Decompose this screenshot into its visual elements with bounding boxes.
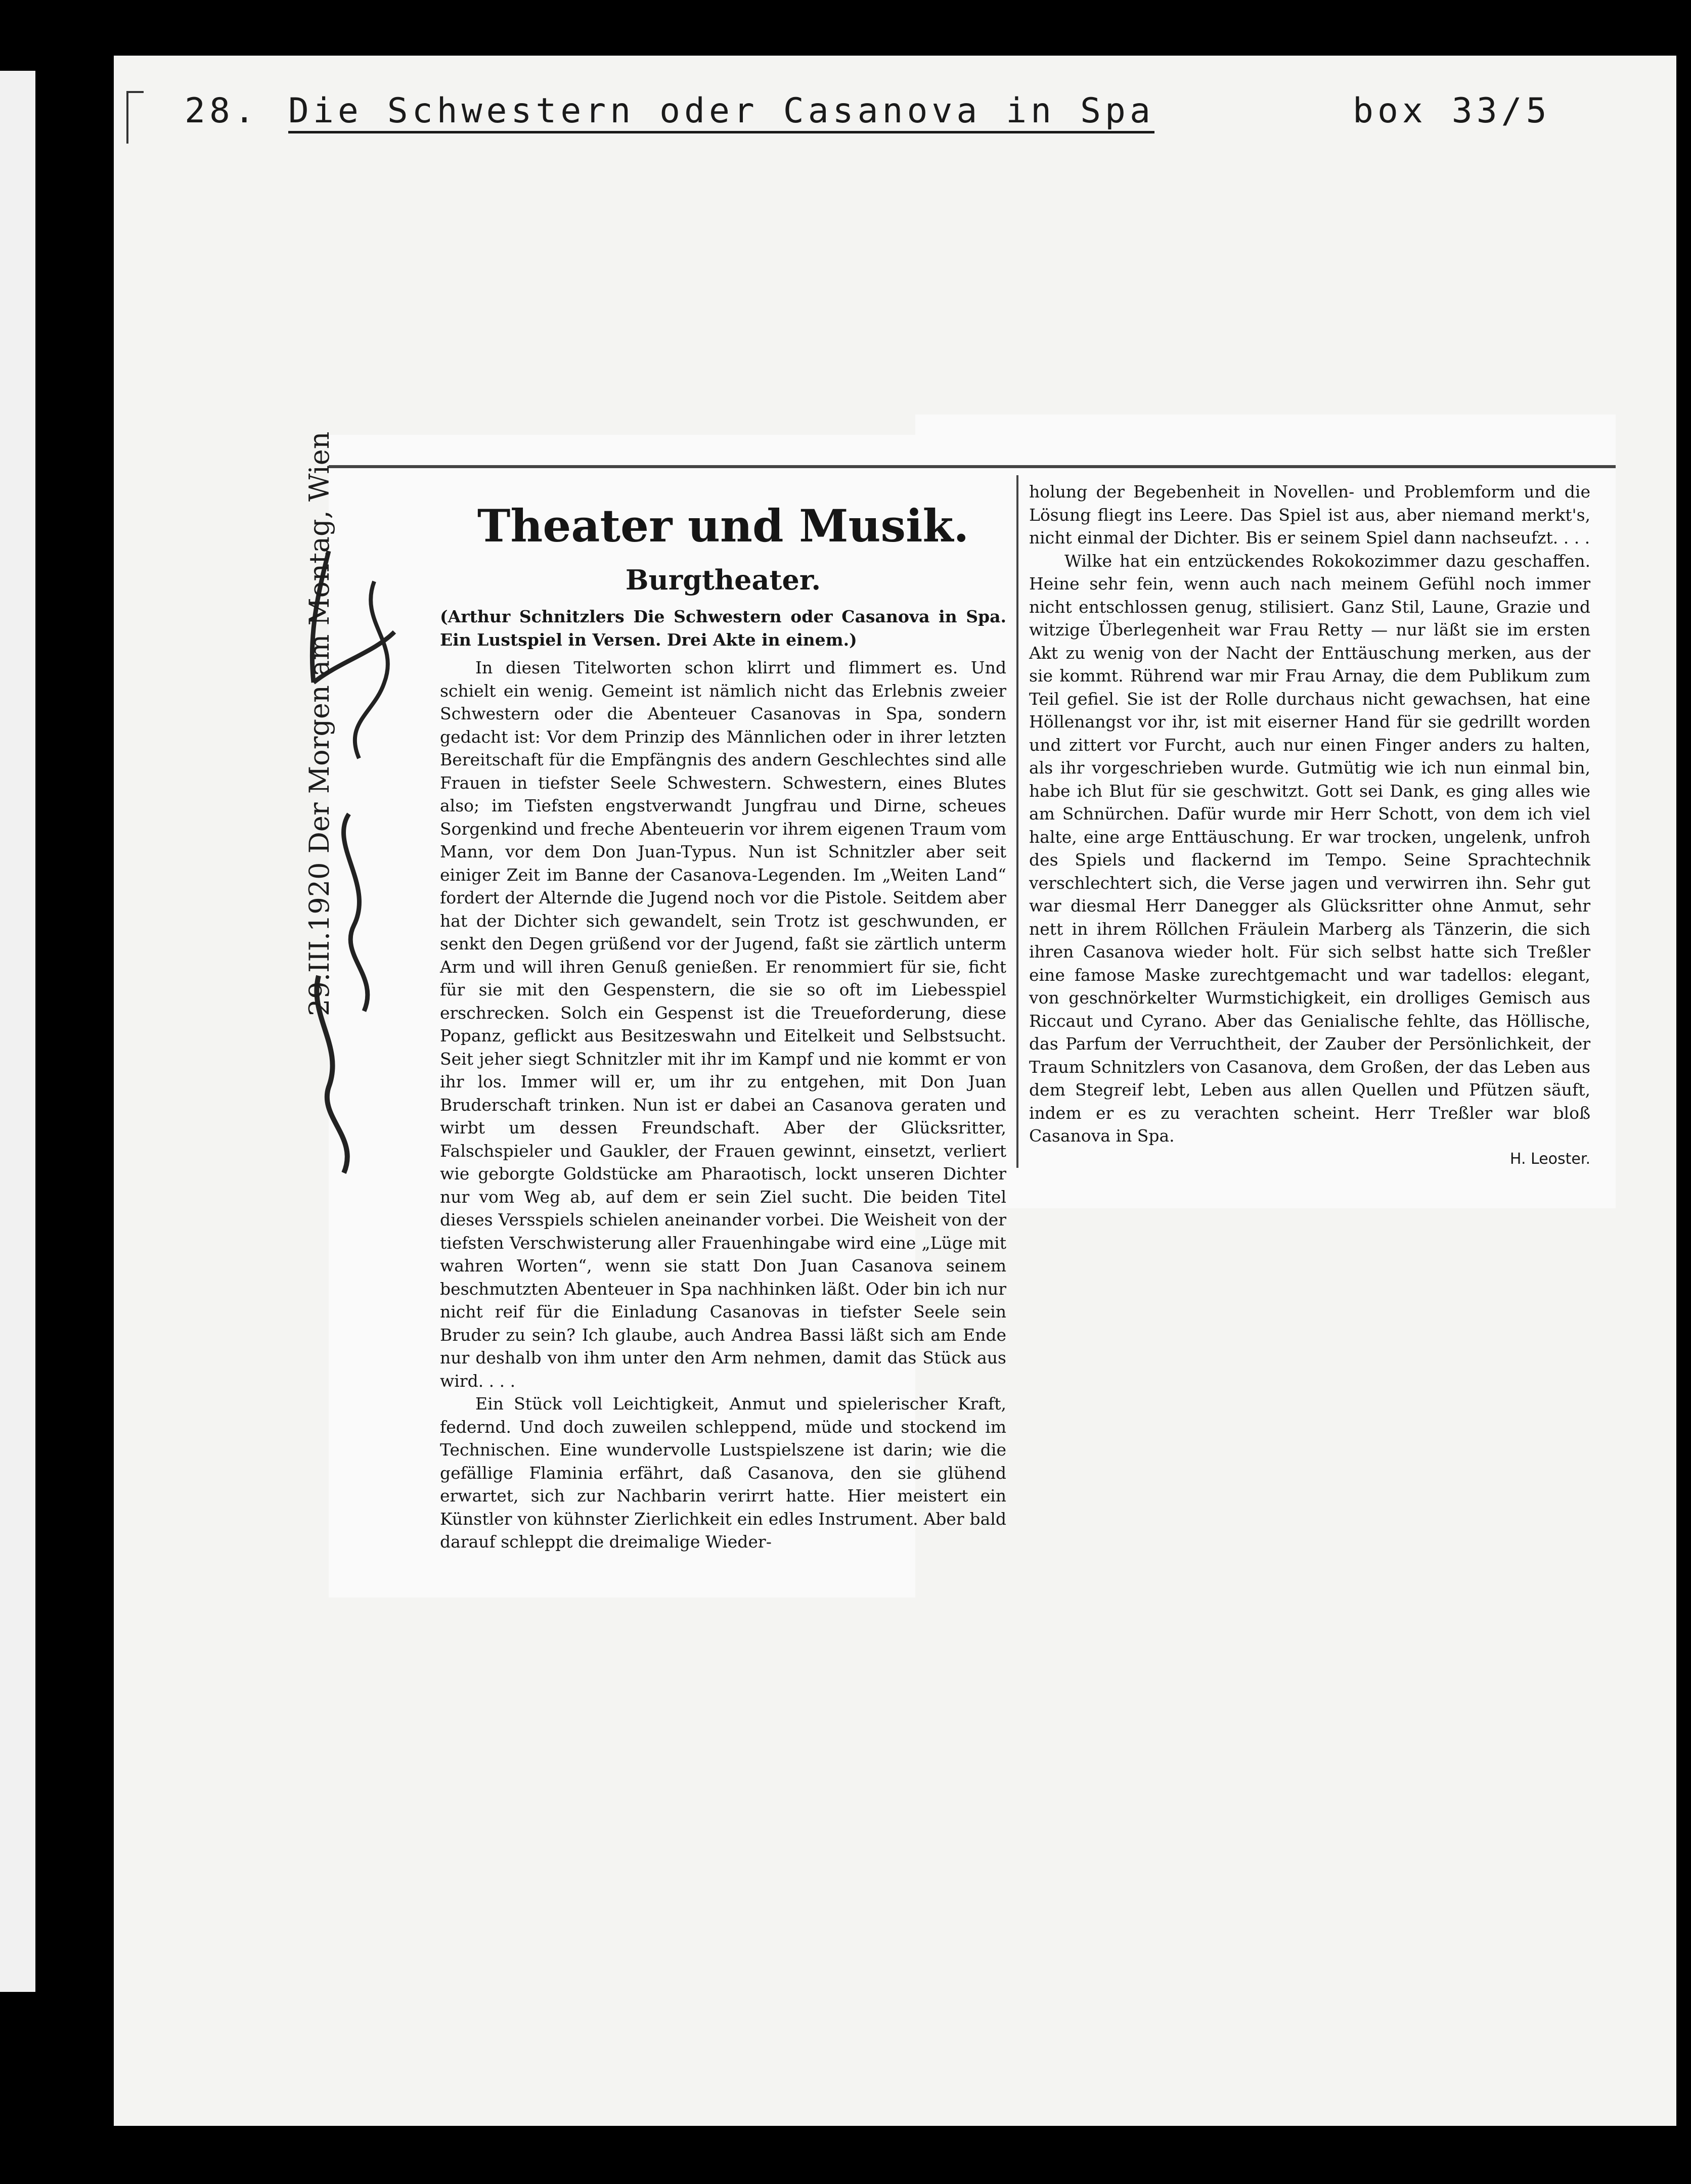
paragraph: holung der Begebenheit in Novellen- und Problemform und die Lösung fliegt ins Leere. Das Spiel ist aus, aber niemand merkt's, nicht einmal der Dichter. Bis er seinem Spiel dann nachseufzt. . . .	[1029, 482, 1590, 548]
stamp-text: 29.III.1920 Der Morgen am Montag, Wien	[303, 431, 335, 1016]
article-column-right	[1029, 480, 1590, 1170]
article-column-left	[440, 493, 1006, 1554]
header-title: Die Schwestern oder Casanova in Spa	[288, 91, 1154, 133]
play-subtitle: (Arthur Schnitzlers Die Schwestern oder Casanova in Spa. Ein Lustspiel in Versen. Drei Akte in einem.)	[440, 607, 1006, 650]
paragraph: Wilke hat ein entzückendes Rokokozimmer dazu geschaffen. Heine sehr fein, wenn auch nach meinem Gefühl noch immer nicht entschlossen genug, stilisiert. Ganz Stil, Laune, Grazie und witzige Überlegenheit war Frau Retty — nur läßt sie im ersten Akt zu wenig von der Nacht der Enttäuschung merken, aus der sie kommt. Rührend war mir Frau Arnay, die dem Publikum zum Teil gefiel. Sie ist der Rolle durchaus nicht gewachsen, hat eine Höllenangst vor ihr, ist mit eiserner Hand für sie gedrillt worden und zittert vor Furcht, auch nur einen Finger anders zu halten, als ihr vorgeschrieben wurde. Gutmütig wie ich nun einmal bin, habe ich Blut für sie geschwitzt. Gott sei Dank, es ging alles wie am Schnürchen. Dafür wurde mir Herr Schott, von dem ich viel halte, eine arge Enttäuschung. Er war trocken, ungelenk, unfroh des Spiels und flackernd im Tempo. Seine Sprachtechnik verschlechtert sich, die Verse jagen und verwirren ihn. Sehr gut war diesmal Herr Danegger als Glücksritter ohne Anmut, sehr nett in ihrem Röllchen Fräulein Marberg als Tänzerin, die sich ihren Casanova wieder holt. Für sich selbst hatte sich Treßler eine famose Maske zurechtgemacht und war tadellos: elegant, von geschnörkelter Wurmstichigkeit, ein drolliges Gemisch aus Riccaut und Cyrano. Aber das Genialische fehlte, das Höllische, das Parfum der Verruchtheit, der Zauber der Persönlichkeit, der Traum Schnitzlers von Casanova, dem Großen, der das Leben aus dem Stegreif lebt, Leben aus allen Quellen und Pfützen säuft, indem er es zu verachten scheint. Herr Treßler war bloß Casanova in Spa.	[1029, 551, 1590, 1146]
paragraph: In diesen Titelworten schon klirrt und flimmert es. Und schielt ein wenig. Gemeint ist nämlich nicht das Erlebnis zweier Schwestern oder die Abenteuer Casanovas in Spa, sondern gedacht ist: Vor dem Prinzip des Männlichen oder in ihrer letzten Bereitschaft für die Empfängnis des andern Geschlechtes sind alle Frauen in tiefster Seele Schwestern. Schwestern, eines Blutes also; im Tiefsten engstverwandt Jungfrau und Dirne, scheues Sorgenkind und freche Abenteuerin vor ihrem eigenen Traum vom Mann, vor dem Don Juan-Typus. Nun ist Schnitzler aber seit einiger Zeit im Banne der Casanova-Legenden. Im „Weiten Land“ fordert der Alternde die Jugend noch vor die Pistole. Seitdem aber hat der Dichter sich gewandelt, sein Trotz ist geschwunden, er senkt den Degen grüßend vor der Jugend, faßt sie zärtlich unterm Arm und will ihren Genuß genießen. Er renommiert für sie, ficht für sie mit den Gespenstern, die sie so oft im Liebesspiel erschrecken. Solch ein Gespenst ist die Treueforderung, diese Popanz, geflickt aus Besitzeswahn und Eitelkeit und Selbstsucht. Seit jeher siegt Schnitzler mit ihr im Kampf und nie kommt er von ihr los. Immer will er, um ihr zu entgehen, mit Don Juan Bruderschaft trinken. Nun ist er dabei an Casanova geraten und wirbt um dessen Freundschaft. Aber der Glücksritter, Falschspieler und Gaukler, der Frauen gewinnt, einsetzt, verliert wie geborgte Goldstücke am Pharaotisch, lockt unseren Dichter nur vom Weg ab, auf dem er sein Ziel sucht. Die beiden Titel dieses Versspiels schielen aneinander vorbei. Die Weisheit von der tiefsten Verschwisterung aller Frauenhingabe wird eine „Lüge mit wahren Worten“, wenn sie statt Don Juan Casanova seinem beschmutzten Abenteuer in Spa nachhinken läßt. Oder bin ich nur nicht reif für die Einladung Casanovas in tiefster Seele sein Bruder zu sein? Ich glaube, auch Andrea Bassi läßt sich am Ende nur deshalb von ihm unter den Arm nehmen, damit das Stück aus wird. . . .	[440, 658, 1006, 1391]
typed-header	[185, 86, 1651, 147]
column-rule-vertical	[1016, 475, 1018, 1168]
author-signature: H. Leoster.	[1509, 1150, 1590, 1168]
headline: Theater und Musik.	[477, 499, 969, 552]
adjacent-page-edge	[0, 71, 35, 1992]
section-title: Burgtheater.	[625, 564, 821, 596]
column-rule-top	[329, 465, 1616, 468]
header-number: 28.	[185, 91, 259, 131]
header-box-label: box 33/5	[1353, 91, 1551, 131]
paragraph: Ein Stück voll Leichtigkeit, Anmut und spielerischer Kraft, federnd. Und doch zuweilen schleppend, müde und stockend im Technischen. Eine wundervolle Lustspielszene ist darin; wie die gefällige Flaminia erfährt, daß Casanova, den sie glühend erwartet, sich zur Nachbarin verirrt hatte. Hier meistert ein Künstler von kühnster Zierlichkeit ein edles Instrument. Aber bald darauf schleppt die dreimalige Wieder-	[440, 1394, 1006, 1552]
corner-mark	[126, 91, 144, 144]
